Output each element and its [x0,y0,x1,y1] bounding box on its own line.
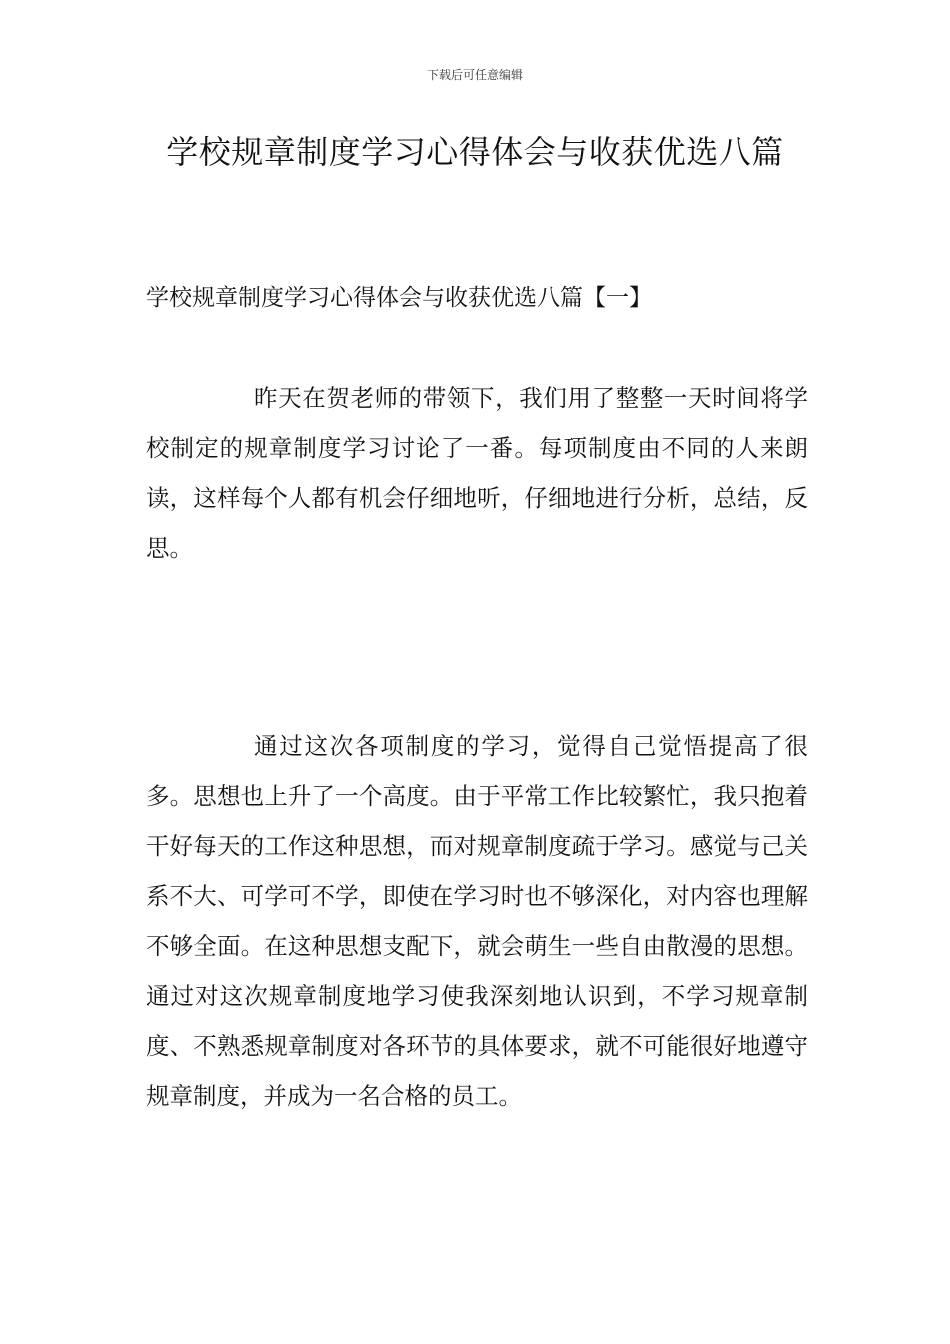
header-note: 下载后可任意编辑 [426,68,523,82]
section-heading: 学校规章制度学习心得体会与收获优选八篇【一】 [146,285,652,311]
document-title: 学校规章制度学习心得体会与收获优选八篇 [166,133,784,171]
body-paragraph-2: 通过这次各项制度的学习，觉得自己觉悟提高了很多。思想也上升了一个高度。由于平常工作比较繁忙，我只抱着干好每天的工作这种思想，而对规章制度疏于学习。感觉与己关系不大、可学可不学，即使在学习时也不够深化，对内容也理解不够全面。在这种思想支配下，就会萌生一些自由散漫的思想。通过对这次规章制度地学习使我深刻地认识到，不学习规章制度、不熟悉规章制度对各环节的具体要求，就不可能很好地遵守规章制度，并成为一名合格的员工。 [146,732,808,1110]
body-paragraph-1: 昨天在贺老师的带领下，我们用了整整一天时间将学校制定的规章制度学习讨论了一番。每项制度由不同的人来朗读，这样每个人都有机会仔细地听，仔细地进行分析，总结，反思。 [146,384,808,562]
